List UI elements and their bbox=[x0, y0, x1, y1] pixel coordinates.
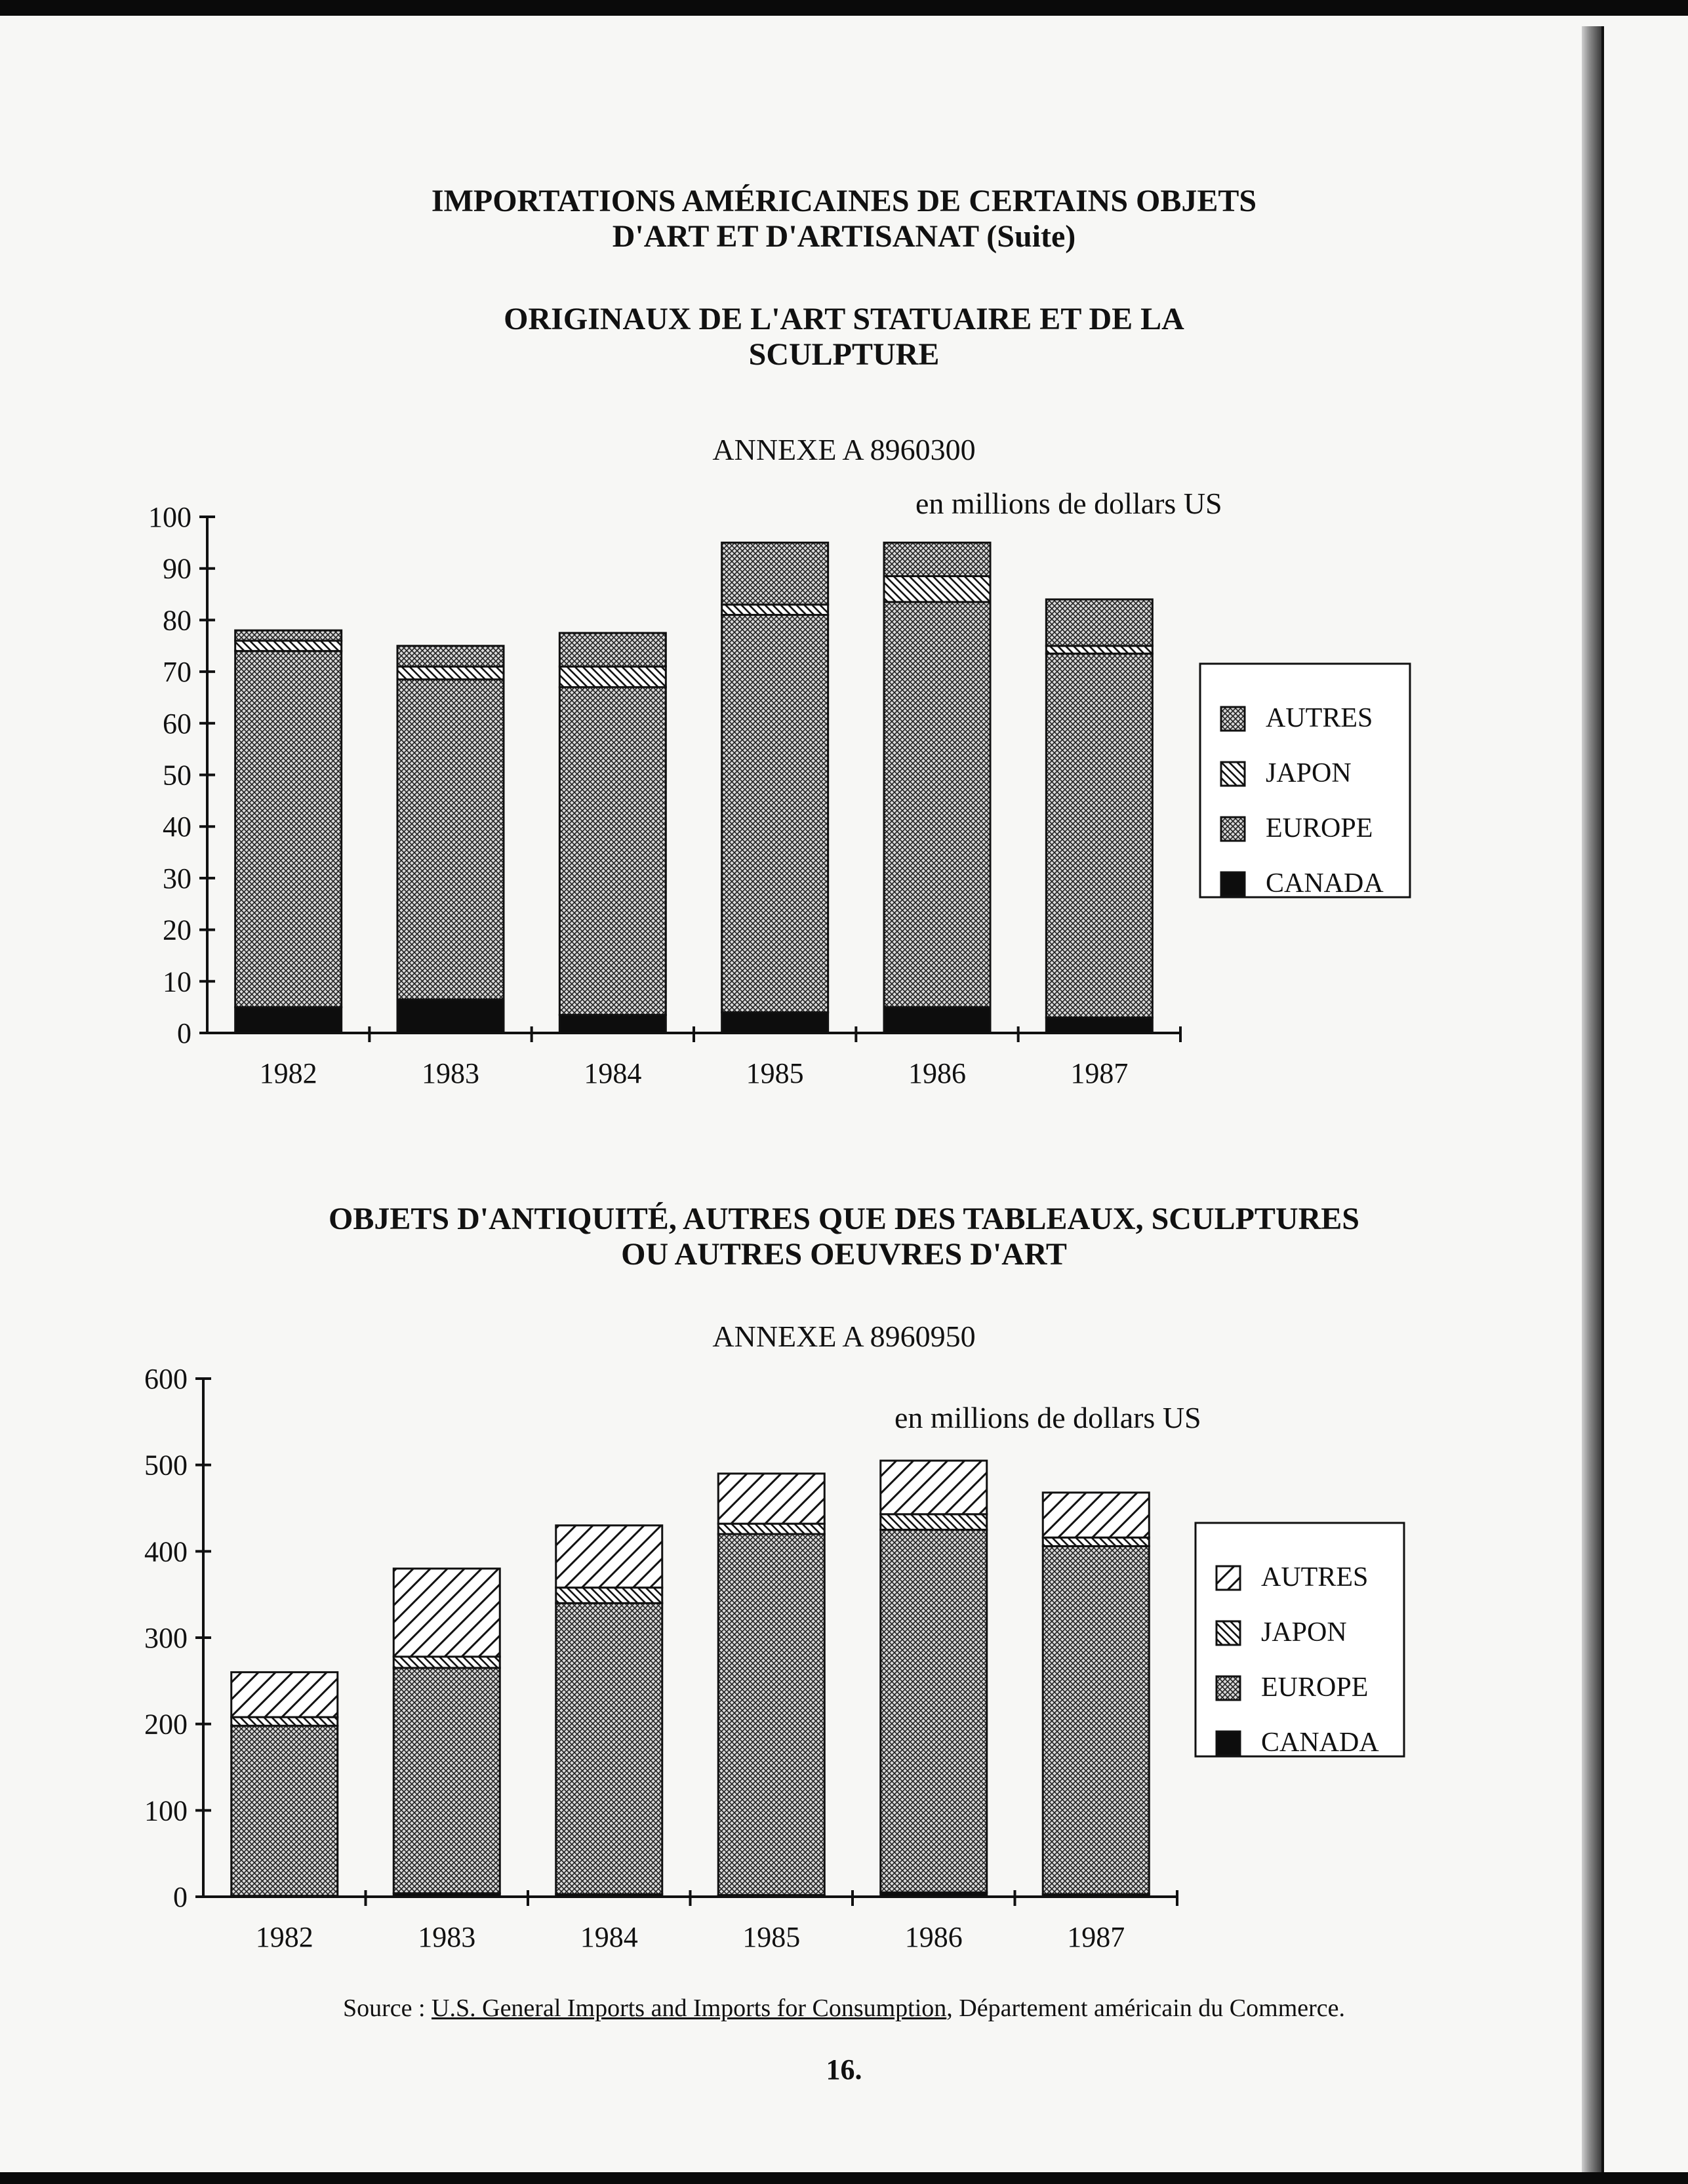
x-tick-label-1982: 1982 bbox=[259, 1057, 317, 1089]
bar-segment-europe-1982 bbox=[235, 651, 342, 1007]
legend-label-japon: JAPON bbox=[1266, 758, 1352, 788]
y-tick-label: 80 bbox=[163, 604, 191, 637]
bar-segment-europe-1986 bbox=[884, 602, 990, 1007]
y-tick-label: 200 bbox=[144, 1708, 188, 1741]
x-tick-label-1982: 1982 bbox=[255, 1921, 313, 1953]
legend-label-canada: CANADA bbox=[1266, 868, 1384, 899]
x-tick-label-1987: 1987 bbox=[1067, 1921, 1125, 1953]
legend-swatch-autres bbox=[1216, 1566, 1240, 1590]
bar-segment-japon-1986 bbox=[881, 1514, 987, 1530]
legend-swatch-autres bbox=[1221, 707, 1245, 731]
chart1-stacked-bar-chart bbox=[0, 485, 1688, 1102]
bar-segment-canada-1986 bbox=[884, 1007, 990, 1033]
bar-segment-japon-1985 bbox=[718, 1524, 824, 1534]
y-tick-label: 100 bbox=[148, 501, 191, 533]
bar-segment-canada-1982 bbox=[235, 1007, 342, 1033]
bar-segment-japon-1982 bbox=[231, 1717, 338, 1726]
legend-label-europe: EUROPE bbox=[1266, 813, 1373, 843]
bar-segment-canada-1985 bbox=[722, 1013, 828, 1033]
bar-segment-autres-1983 bbox=[393, 1569, 500, 1657]
legend-swatch-japon bbox=[1216, 1621, 1240, 1645]
bar-segment-canada-1984 bbox=[559, 1015, 666, 1033]
bar-segment-europe-1983 bbox=[393, 1668, 500, 1893]
y-tick-label: 40 bbox=[163, 811, 191, 843]
source-suffix: , Département américain du Commerce. bbox=[946, 1994, 1346, 2022]
y-tick-label: 20 bbox=[163, 914, 191, 946]
legend-swatch-europe bbox=[1216, 1676, 1240, 1700]
x-tick-label-1985: 1985 bbox=[746, 1057, 804, 1089]
source-publication-link[interactable]: U.S. General Imports and Imports for Consumption bbox=[432, 1994, 947, 2022]
bar-segment-autres-1983 bbox=[397, 646, 504, 666]
bar-segment-autres-1982 bbox=[231, 1672, 338, 1717]
y-tick-label: 600 bbox=[144, 1363, 188, 1395]
page-title: IMPORTATIONS AMÉRICAINES DE CERTAINS OBJETS D'ART ET D'ARTISANAT (Suite) bbox=[431, 184, 1257, 254]
y-tick-label: 30 bbox=[163, 862, 191, 895]
legend-label-canada: CANADA bbox=[1261, 1728, 1379, 1758]
bar-segment-canada-1983 bbox=[397, 1000, 504, 1033]
bar-segment-autres-1982 bbox=[235, 630, 342, 641]
bar-segment-japon-1987 bbox=[1043, 1537, 1149, 1546]
bar-segment-europe-1982 bbox=[231, 1726, 338, 1895]
y-tick-label: 0 bbox=[173, 1881, 188, 1913]
x-tick-label-1983: 1983 bbox=[422, 1057, 479, 1089]
legend-swatch-japon bbox=[1221, 762, 1245, 786]
bar-segment-japon-1983 bbox=[397, 666, 504, 679]
bar-segment-autres-1987 bbox=[1046, 599, 1152, 646]
bar-segment-autres-1984 bbox=[559, 633, 666, 666]
legend-label-europe: EUROPE bbox=[1261, 1672, 1369, 1703]
bar-segment-autres-1987 bbox=[1043, 1493, 1149, 1537]
y-tick-label: 300 bbox=[144, 1622, 188, 1654]
x-tick-label-1985: 1985 bbox=[742, 1921, 801, 1953]
legend-swatch-canada bbox=[1221, 872, 1245, 896]
bar-segment-europe-1987 bbox=[1046, 654, 1152, 1018]
page-number: 16. bbox=[826, 2053, 862, 2086]
y-tick-label: 500 bbox=[144, 1449, 188, 1482]
source-note bbox=[0, 1994, 1688, 2023]
bar-segment-japon-1983 bbox=[393, 1657, 500, 1668]
x-tick-label-1984: 1984 bbox=[580, 1921, 638, 1953]
bar-segment-autres-1984 bbox=[556, 1526, 662, 1588]
legend-label-japon: JAPON bbox=[1261, 1617, 1347, 1648]
bar-segment-japon-1984 bbox=[559, 666, 666, 687]
chart2-unit-label: en millions de dollars US bbox=[894, 1401, 1201, 1434]
legend-label-autres: AUTRES bbox=[1261, 1562, 1369, 1592]
bar-segment-japon-1986 bbox=[884, 576, 990, 602]
x-tick-label-1984: 1984 bbox=[584, 1057, 642, 1089]
bar-segment-europe-1983 bbox=[397, 679, 504, 1000]
x-tick-label-1986: 1986 bbox=[908, 1057, 966, 1089]
legend-swatch-europe bbox=[1221, 817, 1245, 841]
chart1-title: ANNEXE A 8960300 bbox=[712, 433, 976, 466]
x-tick-label-1983: 1983 bbox=[418, 1921, 476, 1953]
bar-segment-japon-1984 bbox=[556, 1588, 662, 1604]
bar-segment-japon-1982 bbox=[235, 641, 342, 651]
chart1-heading: ORIGINAUX DE L'ART STATUAIRE ET DE LA SCULPTURE bbox=[504, 302, 1184, 372]
bar-segment-autres-1986 bbox=[884, 542, 990, 576]
chart2-title: ANNEXE A 8960950 bbox=[712, 1320, 976, 1353]
x-tick-label-1987: 1987 bbox=[1070, 1057, 1129, 1089]
bar-segment-europe-1984 bbox=[556, 1603, 662, 1894]
y-tick-label: 90 bbox=[163, 552, 191, 585]
y-tick-label: 0 bbox=[177, 1017, 191, 1049]
chart2-heading: OBJETS D'ANTIQUITÉ, AUTRES QUE DES TABLEAUX, SCULPTURES OU AUTRES OEUVRES D'ART bbox=[329, 1202, 1359, 1272]
bar-segment-autres-1986 bbox=[881, 1461, 987, 1514]
source-prefix: Source : bbox=[342, 1994, 432, 2022]
y-tick-label: 50 bbox=[163, 759, 191, 792]
bar-segment-europe-1987 bbox=[1043, 1546, 1149, 1894]
bar-segment-autres-1985 bbox=[718, 1474, 824, 1524]
y-tick-label: 70 bbox=[163, 656, 191, 689]
y-tick-label: 100 bbox=[144, 1794, 188, 1827]
legend-label-autres: AUTRES bbox=[1266, 703, 1373, 733]
y-tick-label: 60 bbox=[163, 707, 191, 740]
bar-segment-europe-1985 bbox=[718, 1534, 824, 1895]
y-tick-label: 400 bbox=[144, 1535, 188, 1568]
bar-segment-europe-1985 bbox=[722, 615, 828, 1013]
x-tick-label-1986: 1986 bbox=[904, 1921, 963, 1953]
legend-swatch-canada bbox=[1216, 1731, 1240, 1755]
bar-segment-canada-1987 bbox=[1046, 1017, 1152, 1033]
scan-border-bottom bbox=[0, 2172, 1688, 2184]
chart1-unit-label: en millions de dollars US bbox=[915, 487, 1222, 520]
scan-border-top bbox=[0, 0, 1688, 16]
bar-segment-europe-1984 bbox=[559, 687, 666, 1015]
bar-segment-japon-1987 bbox=[1046, 646, 1152, 654]
bar-segment-japon-1985 bbox=[722, 605, 828, 615]
y-tick-label: 10 bbox=[163, 965, 191, 998]
bar-segment-europe-1986 bbox=[881, 1529, 987, 1892]
chart2-stacked-bar-chart bbox=[0, 1351, 1688, 1968]
bar-segment-autres-1985 bbox=[722, 542, 828, 604]
